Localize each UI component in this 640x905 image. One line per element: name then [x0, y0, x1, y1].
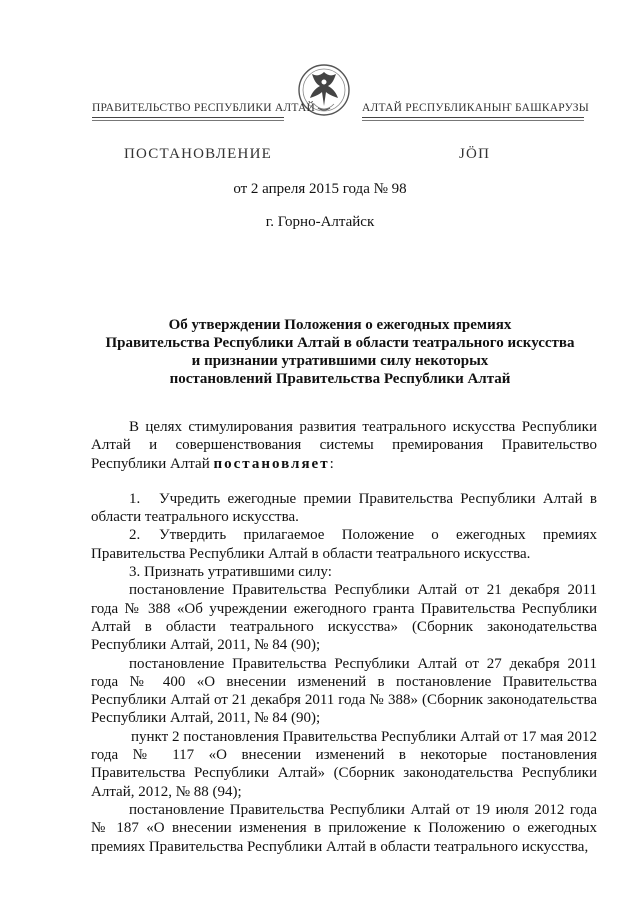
title-line-4: постановлений Правительства Республики Алтай: [169, 371, 511, 387]
repealed-act-2: постановление Правительства Республики Алтай от 27 декабря 2011 года № 400 «О внесении изменений в постановление Правительства Республики Алтай от 21 декабря 2011 года № 388» (Сборник законодательства Республики Алтай, 2011, № 84 (90);: [91, 655, 597, 727]
document-city: г. Горно-Алтайск: [265, 214, 375, 230]
decree-word: постановляет: [213, 455, 330, 472]
intro-text: В целях стимулирования развития театрального искусства Республики Алтай и совершенствования системы премирования Правительство Республики Алтай: [91, 419, 597, 472]
header-rule-right: [362, 117, 584, 121]
repealed-act-1: постановление Правительства Республики Алтай от 21 декабря 2011 года № 388 «Об учреждении ежегодного гранта Правительства Республики Алтай в области театрального искусства» (Сборник законодательства Республики Алтай, 2011, № 84 (90);: [91, 582, 597, 654]
item-3: 3. Признать утратившими силу:: [129, 564, 332, 581]
title-line-2: Правительства Республики Алтай в области театрального искусства: [105, 335, 575, 351]
intro-colon: :: [329, 455, 334, 472]
government-name-altai: АЛТАЙ РЕСПУБЛИКАНЫҤ БАШКАРУЗЫ: [362, 102, 589, 114]
intro-paragraph: [91, 418, 597, 473]
item-1-number: 1.: [129, 490, 141, 507]
document-date: от 2 апреля 2015 года № 98: [233, 181, 407, 197]
government-name-russian: ПРАВИТЕЛЬСТВО РЕСПУБЛИКИ АЛТАЙ: [92, 102, 316, 114]
title-line-1: Об утверждении Положения о ежегодных премиях: [168, 317, 512, 333]
repealed-act-4: постановление Правительства Республики Алтай от 19 июля 2012 года № 187 «О внесении изменения в приложение к Положению о ежегодных премиях Правительства Республики Алтай в области театрального искусства,: [91, 801, 597, 855]
item-2-number: 2.: [129, 527, 141, 544]
header-rule-left: [92, 117, 284, 121]
item-1: [91, 490, 597, 527]
repealed-act-3: пункт 2 постановления Правительства Республики Алтай от 17 мая 2012 года № 117 «О внесении изменений в некоторые постановления Правительства Республики Алтай» (Сборник законодательства Республики Алтай, 2012, № 88 (94);: [91, 728, 597, 800]
document-type-russian: ПОСТАНОВЛЕНИЕ: [124, 146, 272, 162]
item-1-text: Учредить ежегодные премии Правительства Республики Алтай в области театрального искусства.: [91, 490, 597, 526]
document-title: [100, 316, 580, 388]
title-line-3: и признании утратившими силу некоторых: [191, 353, 489, 369]
item-2-text: Утвердить прилагаемое Положение о ежегодных премиях Правительства Республики Алтай в области театрального искусства.: [91, 527, 597, 562]
document-body: [91, 418, 597, 856]
item-2: [91, 526, 597, 563]
document-type-altai: ЈÖП: [459, 146, 491, 162]
